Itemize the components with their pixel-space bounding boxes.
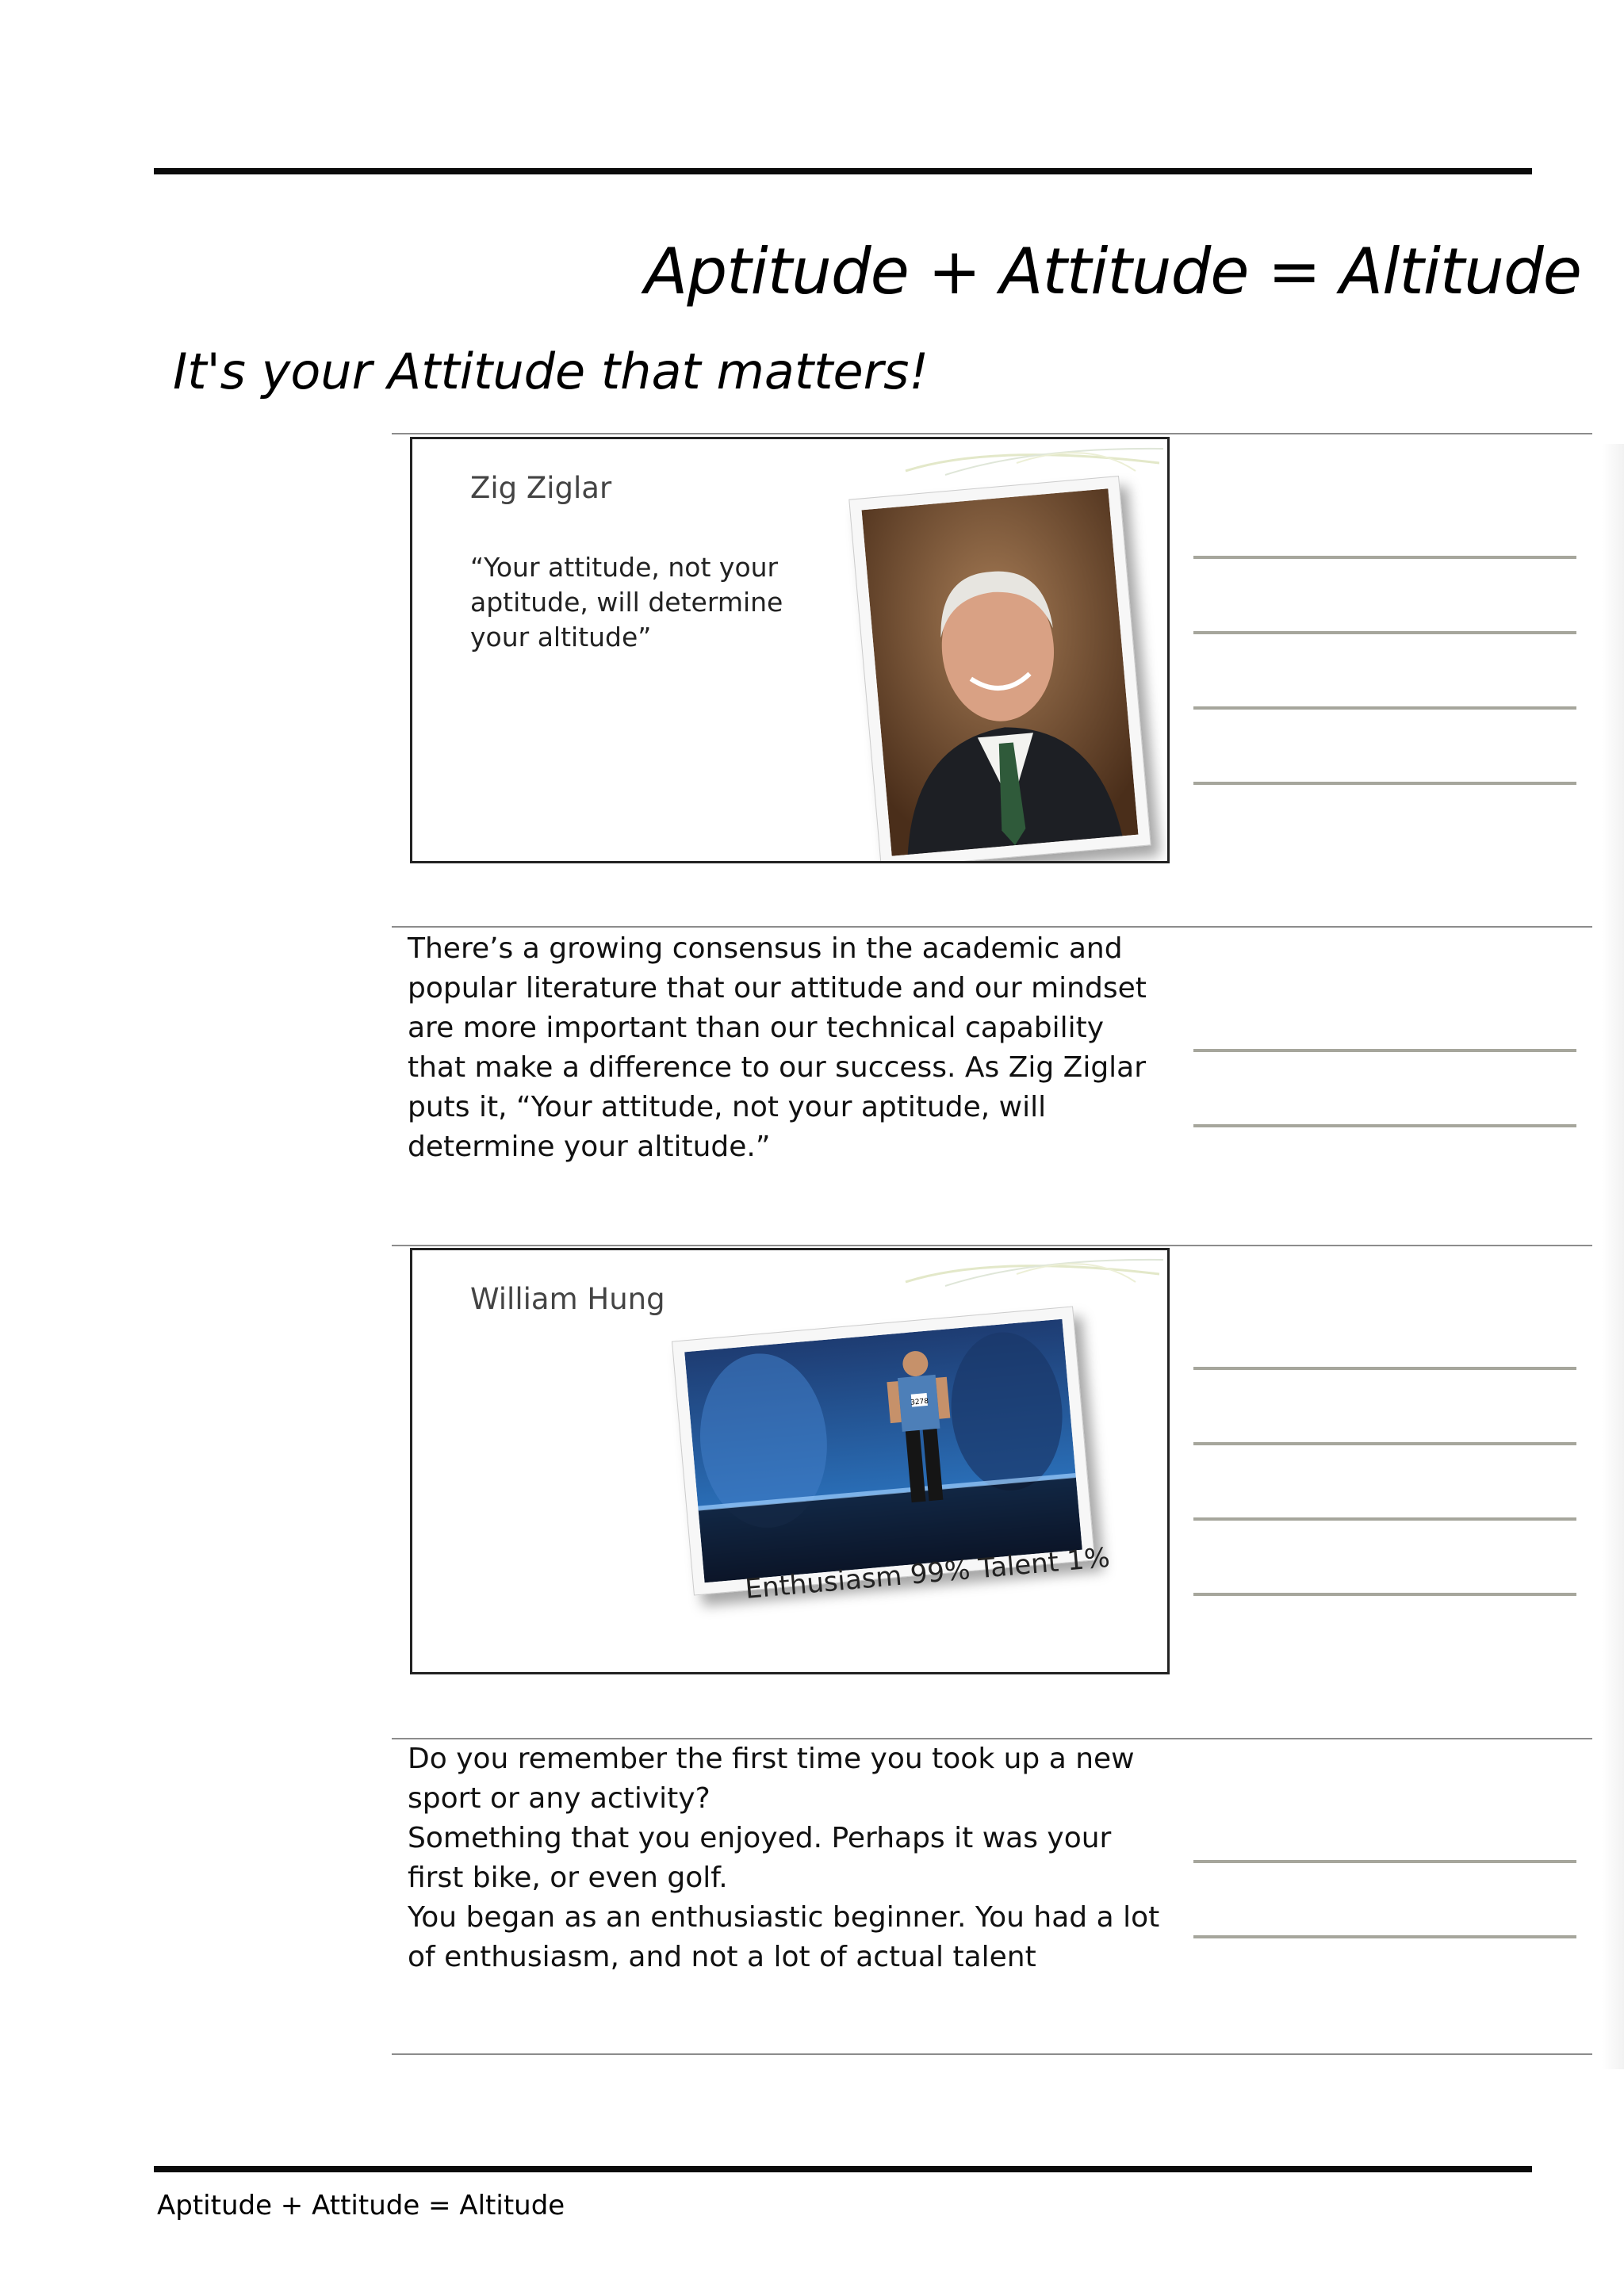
notes-paragraph: Something that you enjoyed. Perhaps it was your first bike, or even golf.: [408, 1822, 1112, 1894]
notes-text: [408, 929, 1169, 1167]
notes-text: [408, 1739, 1169, 1977]
slide-caption: Enthusiasm 99% Talent 1%: [744, 1541, 1112, 1605]
page-title: Aptitude + Attitude = Altitude: [644, 235, 1581, 308]
note-line: [1193, 1049, 1576, 1052]
slide-decoration: [898, 1250, 1167, 1290]
note-line: [1193, 1860, 1576, 1863]
note-line: [1193, 556, 1576, 559]
bottom-rule: [154, 2166, 1532, 2172]
section-divider: [392, 433, 1592, 434]
section-divider: [392, 2053, 1592, 2055]
page-edge-shadow: [1602, 444, 1624, 2069]
section-divider: [392, 1245, 1592, 1246]
slide-name: Zig Ziglar: [470, 471, 612, 505]
note-line: [1193, 706, 1576, 710]
note-line: [1193, 782, 1576, 785]
slide-william-hung: [410, 1248, 1170, 1674]
slide-decoration: [898, 439, 1167, 479]
top-rule: [154, 168, 1532, 174]
notes-paragraph: You began as an enthusiastic beginner. You had a lot of enthusiasm, and not a lot of actual talent: [408, 1901, 1160, 1973]
note-line: [1193, 631, 1576, 634]
section-divider: [392, 926, 1592, 928]
notes-paragraph: There’s a growing consensus in the academic and popular literature that our attitude and our mindset are more important than our technical capability that make a difference to our success. As Zig Ziglar puts it, “Your attitude, not your aptitude, will determine your altitude.”: [408, 932, 1147, 1163]
notes-paragraph: Do you remember the first time you took up a new sport or any activity?: [408, 1743, 1135, 1815]
slide-name: William Hung: [470, 1282, 665, 1316]
note-line: [1193, 1124, 1576, 1127]
slide-zig-ziglar: [410, 437, 1170, 863]
slide-quote: “Your attitude, not your aptitude, will determine your altitude”: [470, 552, 783, 652]
portrait-photo: [848, 476, 1151, 863]
contestant-number: 3278: [910, 1397, 929, 1407]
note-line: [1193, 1593, 1576, 1596]
note-line: [1193, 1442, 1576, 1445]
footer-text: Aptitude + Attitude = Altitude: [157, 2190, 565, 2221]
page-subtitle: It's your Attitude that matters!: [173, 342, 929, 400]
note-line: [1193, 1935, 1576, 1938]
note-line: [1193, 1367, 1576, 1370]
note-line: [1193, 1517, 1576, 1521]
